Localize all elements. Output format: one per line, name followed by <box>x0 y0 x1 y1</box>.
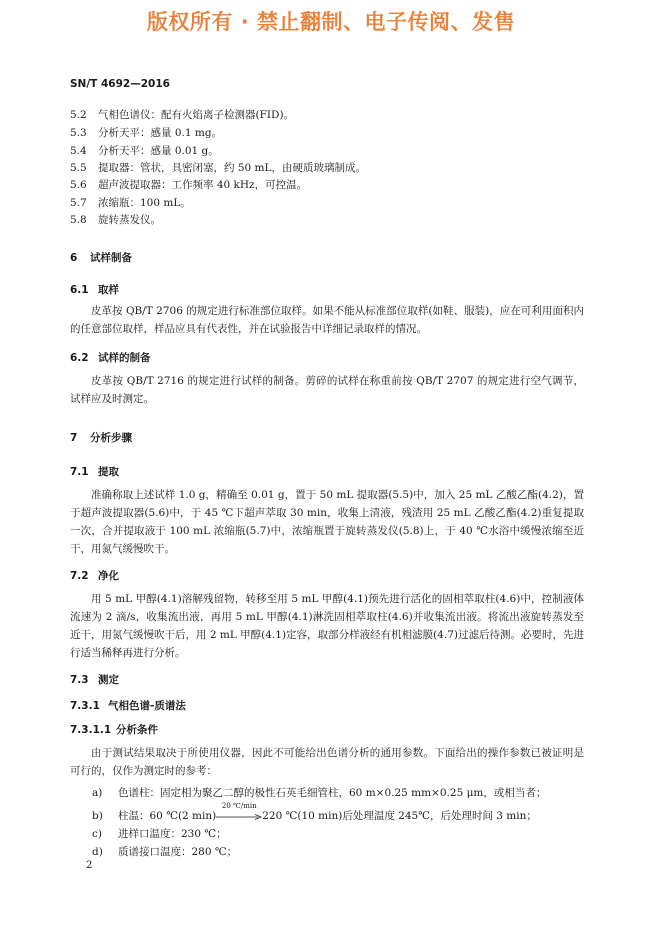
standard-number: SN/T 4692—2016 <box>70 78 170 90</box>
section-heading: 7.1 提取 <box>70 466 119 478</box>
condition-item: a) 色谱柱：固定相为聚乙二醇的极性石英毛细管柱，60 m×0.25 mm×0.25 μm，或相当者； <box>92 787 547 799</box>
apparatus-item: 5.4 分析天平：感量 0.01 g。 <box>70 145 219 157</box>
paragraph: 由于测试结果取决于所使用仪器，因此不可能给出色谱分析的通用参数。下面给出的操作参数已被证明是可行的，仅作为测定时的参考： <box>70 747 584 777</box>
apparatus-item: 5.5 提取器：管状，具密闭塞，约 50 mL，由硬质玻璃制成。 <box>70 162 366 174</box>
page-number: 2 <box>86 860 93 871</box>
copyright-banner: 版权所有 · 禁止翻制、电子传阅、发售 <box>146 10 516 34</box>
paragraph: 皮革按 QB/T 2706 的规定进行标准部位取样。如果不能从标准部位取样(如鞋、服装)，应在可利用面积内的任意部位取样，样品应具有代表性，并在试验报告中详细记录取样的情况。 <box>70 305 584 335</box>
section-heading: 7 分析步骤 <box>70 432 132 444</box>
section-heading: 6 试样制备 <box>70 252 132 264</box>
apparatus-item: 5.2 气相色谱仪：配有火焰离子检测器(FID)。 <box>70 109 295 121</box>
section-heading: 7.3 测定 <box>70 674 119 686</box>
condition-item: b) 柱温：60 ℃(2 min) 20 ℃/min 220 ℃(10 min)后处理温度 245℃，后处理时间 3 min； <box>92 802 537 822</box>
section-heading: 6.2 试样的制备 <box>70 352 151 364</box>
section-heading: 7.3.1 气相色谱-质谱法 <box>70 700 186 712</box>
apparatus-item: 5.6 超声波提取器：工作频率 40 kHz，可控温。 <box>70 179 308 191</box>
section-heading: 6.1 取样 <box>70 284 119 296</box>
paragraph: 用 5 mL 甲醇(4.1)溶解残留物，转移至用 5 mL 甲醇(4.1)预先进行活化的固相萃取柱(4.6)中，控制液体流速为 2 滴/s，收集流出液，再用 5 mL 甲醇(4.1)淋洗固相萃取柱(4.6)并收集流出液。将流出液旋转蒸发至近干，用氮气缓慢吹干后，用 2 mL 甲醇(4.1)定容，取部分样液经有机相滤膜(4.7)过滤后待测。必要时，先进行适当稀释再进行分析。 <box>70 593 584 659</box>
apparatus-item: 5.7 浓缩瓶：100 mL。 <box>70 197 191 209</box>
condition-item: c) 进样口温度：230 ℃； <box>92 828 227 840</box>
section-heading: 7.3.1.1 分析条件 <box>70 724 158 736</box>
apparatus-item: 5.3 分析天平：感量 0.1 mg。 <box>70 127 223 139</box>
section-heading: 7.2 净化 <box>70 570 119 582</box>
apparatus-item: 5.8 旋转蒸发仪。 <box>70 214 161 226</box>
paragraph: 皮革按 QB/T 2716 的规定进行试样的制备。剪碎的试样在称重前按 QB/T 2707 的规定进行空气调节，试样应及时测定。 <box>70 375 584 405</box>
temperature-ramp-arrow: 20 ℃/min <box>216 809 262 823</box>
condition-item: d) 质谱接口温度：280 ℃； <box>92 846 238 858</box>
paragraph: 准确称取上述试样 1.0 g，精确至 0.01 g，置于 50 mL 提取器(5.5)中，加入 25 mL 乙酸乙酯(4.2)，置于超声波提取器(5.6)中，于 45 ℃下超声萃取 30 min，收集上清液，残渣用 25 mL 乙酸乙酯(4.2)重复提取一次，合并提取液于 100 mL 浓缩瓶(5.7)中，浓缩瓶置于旋转蒸发仪(5.8)上，于 40 ℃水浴中缓慢浓缩至近干，用氮气缓慢吹干。 <box>70 489 584 555</box>
